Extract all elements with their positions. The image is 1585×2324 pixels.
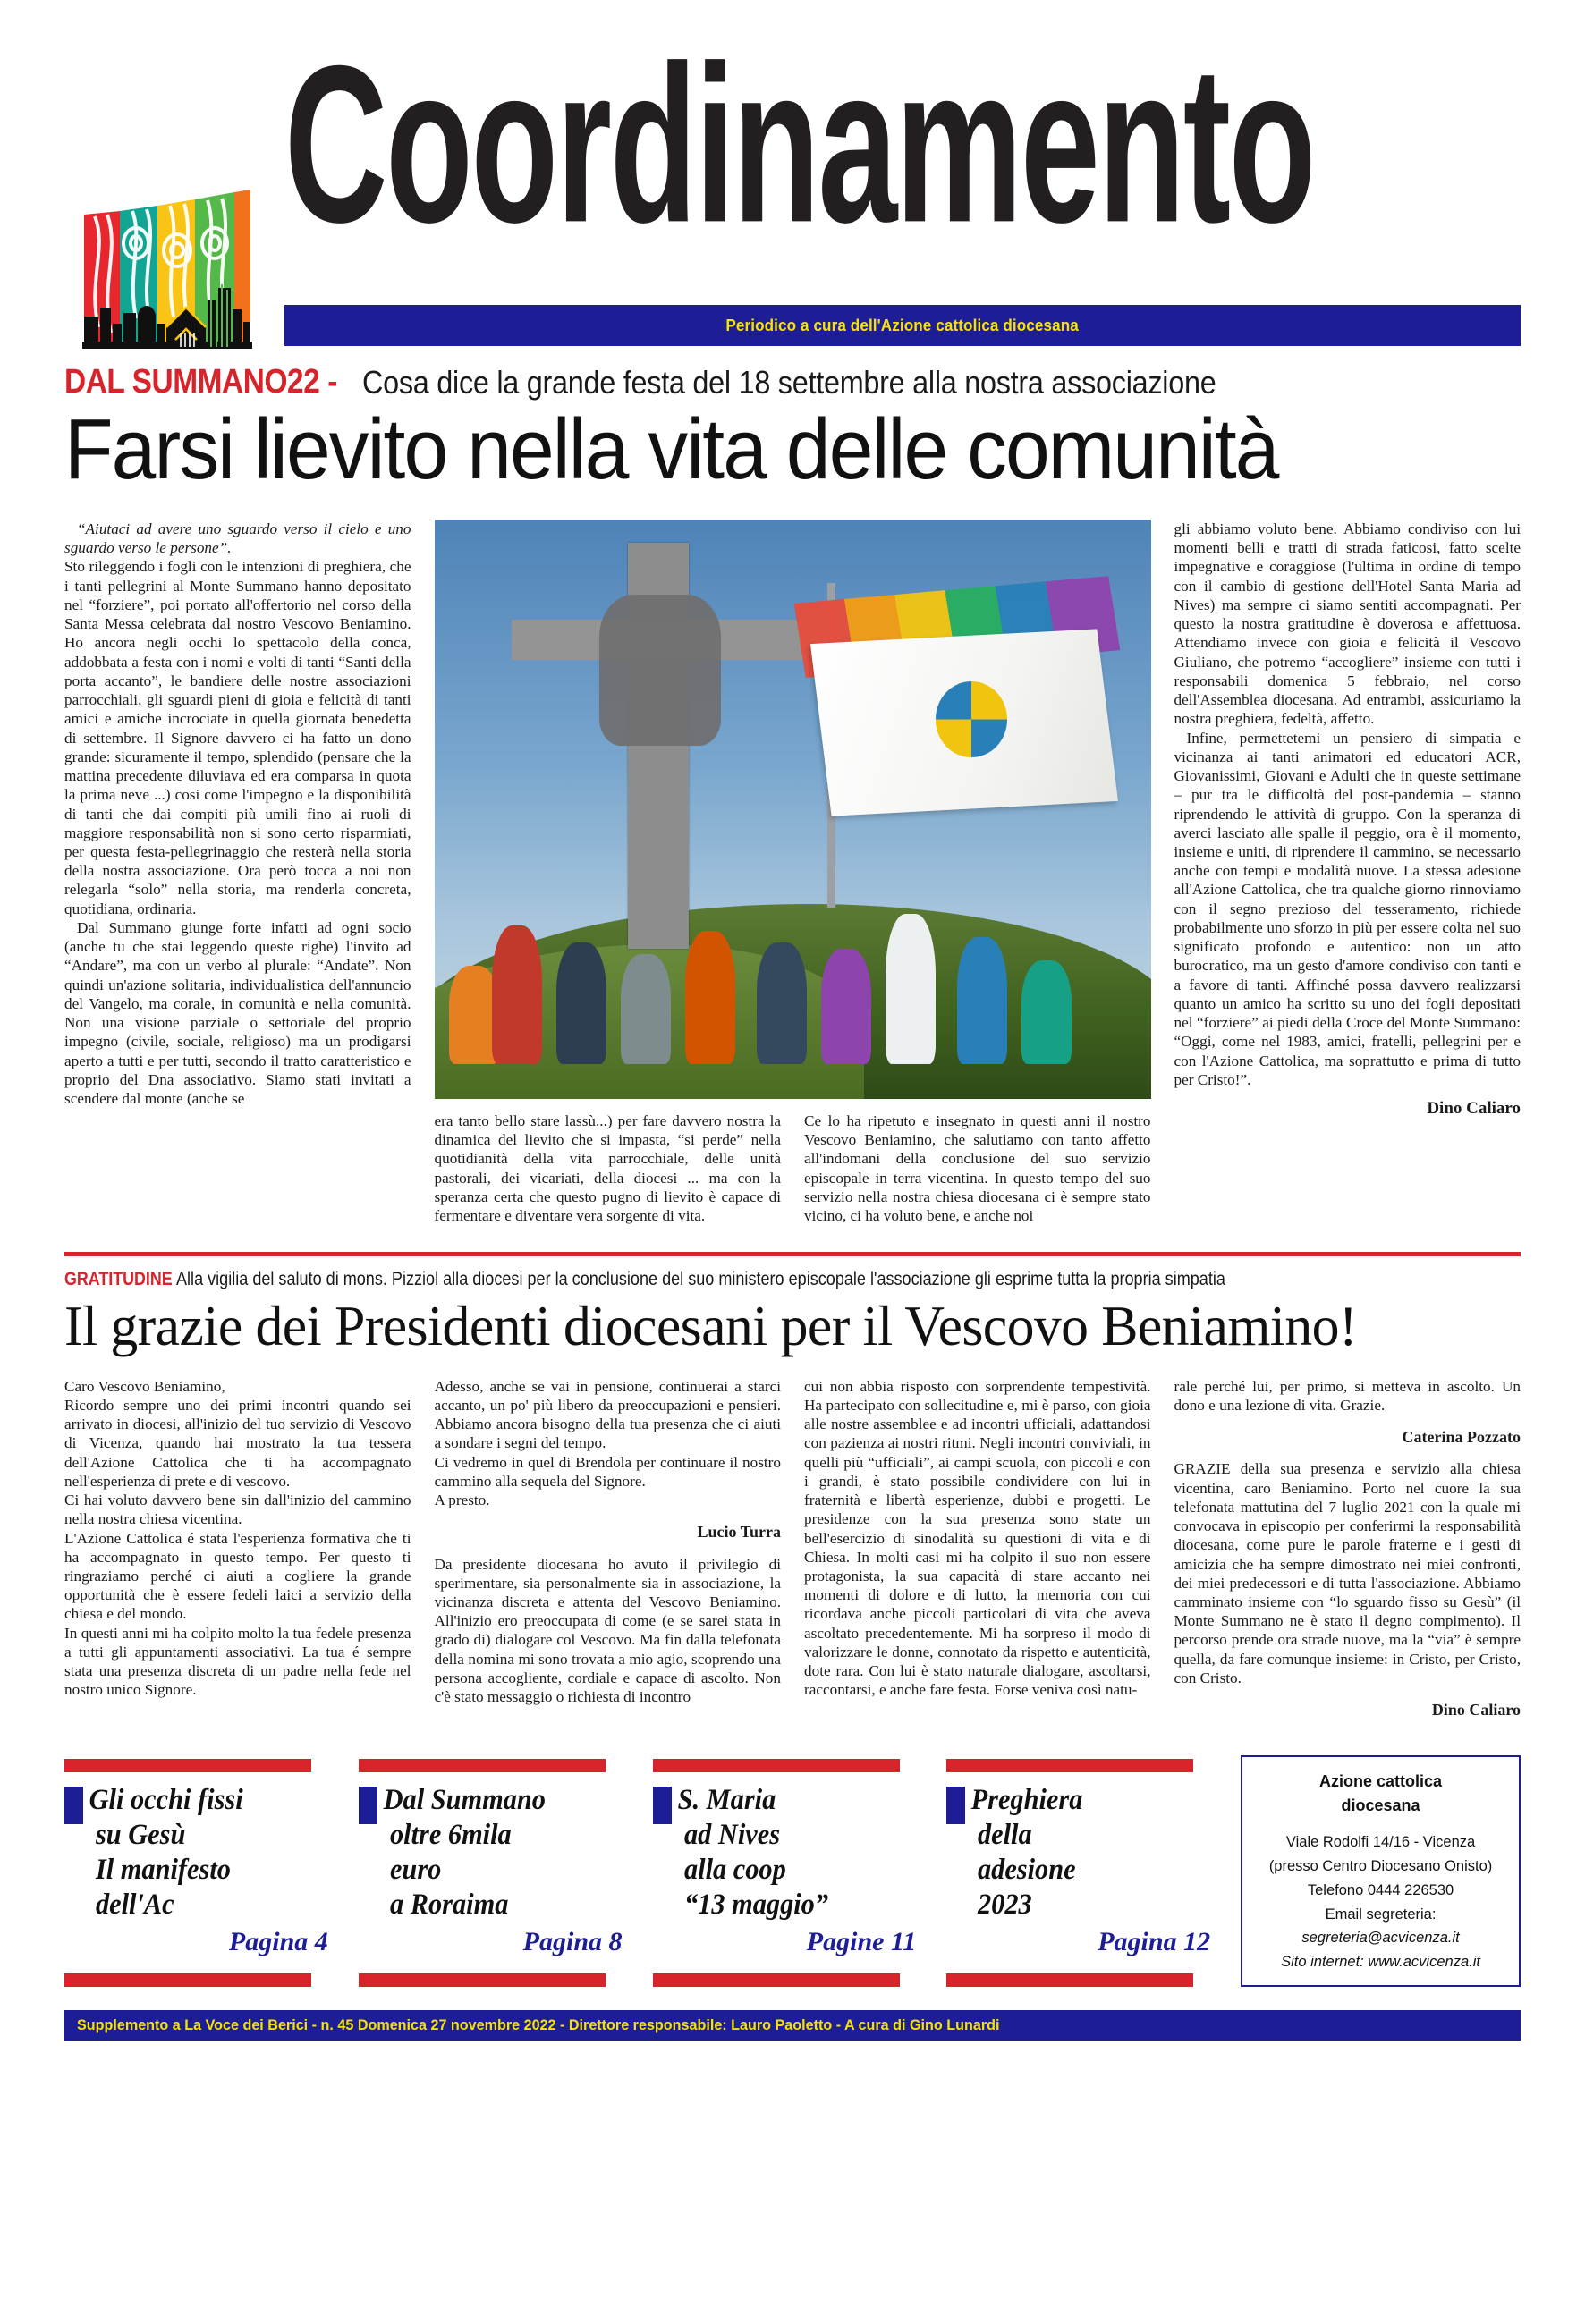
contact-phone: Telefono 0444 226530 <box>1307 1881 1454 1898</box>
contact-email[interactable]: segreteria@acvicenza.it <box>1301 1930 1460 1947</box>
article2-signature-lucio-turra: Lucio Turra <box>697 1523 781 1542</box>
promo-title-line: dell'Ac <box>95 1889 174 1922</box>
photo-person <box>757 942 807 1064</box>
promo-title-line: 2023 <box>978 1889 1032 1922</box>
article2-column-2 <box>435 1377 782 1733</box>
promo-title-line: su Gesù <box>95 1819 186 1852</box>
article1-caption-columns <box>435 1111 1151 1225</box>
promo-title-line: euro <box>389 1854 442 1887</box>
promo-bottom-rule <box>359 1973 606 1987</box>
promo-bottom-rule <box>946 1973 1193 1987</box>
contact-address: Viale Rodolfi 14/16 - Vicenza <box>1285 1834 1476 1851</box>
promo-top-rule <box>653 1759 900 1772</box>
article1-byline: Dino Caliaro <box>1427 1099 1521 1119</box>
masthead-subtitle: Periodico a cura dell'Azione cattolica diocesana <box>725 316 1080 334</box>
article1-col1-para-1: Sto rileggendo i fogli con le intenzioni di preghiera, che i tanti pellegrini al Monte Summano hanno depositato nel “forziere”, poi portato all'offertorio nel corso della Santa Messa celebrata dal nostro Vescovo Beniamino. Ho ancora negli occhi lo spettacolo della conca, addobbata a festa con i nomi e volti di tanti “Santi della porta accanto”, le bandiere delle nostre associazioni parrocchiali, gli sguardi pieni di gioia e felicità di tanti amici e amiche incrociate in quella giornata benedetta di settembre. Il Signore davvero ci ha fatto un dono grande: sicuramente il tempo, splendido (pensare che la mattina precedente diluviava ed era comparsa in quota la prima neve ...) cosi come l'impegno e la disponibilità di tanti che dai compiti più umili fino ai ruoli di maggiore responsabilità non si sono certo risparmiati, per questa festa-pellegrinaggio che resterà nella storia della nostra associazione. Ora però tocca a noi non relegarla “solo” nella storia, ma renderla concreta, quotidiana, ordinaria. <box>64 558 411 917</box>
article2-signature-caterina-pozzato: Caterina Pozzato <box>1402 1428 1521 1447</box>
promo-page-link[interactable]: Pagina 4 <box>228 1926 328 1956</box>
masthead <box>64 19 1521 351</box>
article2-kicker-black: Alla vigilia del saluto di mons. Pizziol alla diocesi per la conclusione del suo ministero episcopale l'associazione gli esprime tutta la propria simpatia <box>175 1269 1225 1290</box>
article1-photo <box>435 520 1151 1099</box>
promo-title <box>359 1783 611 1923</box>
promo-page-link[interactable]: Pagine 11 <box>806 1926 917 1956</box>
photo-person <box>821 949 871 1065</box>
photo-crucifix-figure <box>599 595 721 745</box>
photo-person <box>957 937 1007 1065</box>
article1-kicker-red: DAL SUMMANO22 - <box>64 363 337 401</box>
photo-person <box>1021 960 1072 1065</box>
promo-box-3[interactable] <box>653 1755 928 1986</box>
promo-title <box>946 1783 1199 1923</box>
article2-col2-para-2: A presto. <box>434 1492 490 1509</box>
contact-email-label: Email segreteria: <box>1325 1906 1437 1923</box>
article2-col3-para-0: cui non abbia risposto con sorprendente tempestività. Ha partecipato con sollecitudine e, mi è parso, con gioia alle nostre assemblee e ad incontri ufficiali, adattandosi con pazienza ai nostri ritmi. Negli incontri conviviali, in quelli più “ufficiali”, ai campi scuola, con piccoli e con i grandi, è stato possibile condividere con lui in fraternità e libertà esperienze, dubbi e progetti. Le presidenze con la sua presenza sono state un bell'esercizio di sinodalità su questioni di vita e di Chiesa. In molti casi mi ha colpito il suo non essere protagonista, la sua capacità di stare accanto nei momenti di dolore e di lutto, la memoria con cui ricordava anche piccoli particolari di vita che aveva ascoltato precedentemente. Mi ha sorpreso il modo di valorizzare le donne, connotato da rispetto e autenticità, dote rara. Con lui è stato naturale dialogare, ascoltarsi, raccontarsi, e anche fare festa. Forse veniva così natu- <box>804 1377 1151 1699</box>
contact-box <box>1241 1755 1521 1986</box>
article2-col4-para-0: rale perché lui, per primo, si metteva in ascolto. Un dono e una lezione di vita. Grazie. <box>1174 1377 1521 1414</box>
article1-column-3 <box>804 1111 1151 1225</box>
article2-kicker <box>64 1269 1521 1290</box>
promo-title <box>64 1783 317 1923</box>
article1-column-1 <box>64 520 411 1225</box>
promo-title-line: S. Maria <box>677 1784 776 1817</box>
promo-inner <box>653 1772 928 1973</box>
masthead-subtitle-bar <box>284 305 1521 346</box>
article1-headline: Farsi lievito nella vita delle comunità <box>64 401 1278 497</box>
promo-page-link[interactable]: Pagina 12 <box>1098 1926 1211 1956</box>
photo-flag-emblem <box>936 681 1007 756</box>
promo-bottom-rule <box>653 1973 900 1987</box>
photo-person <box>685 931 735 1064</box>
article1-col4-para-1: Infine, permettetemi un pensiero di simpatia e vicinanza ai tanti animatori ed educatori ACR, Giovanissimi, Giovani e Adulti che in queste settimane – pur tra le difficoltà del post-pandemia – stanno riprendendo le attività di gruppo. Con la speranza di averci lasciato alle spalle il peggio, ora è il momento, insieme e uniti, di riprendere il cammino, se necessario anche con tempi e modalità nuove. La stessa adesione all'Azione Cattolica, che tra qualche giorno rinnoviamo con il segno prezioso del tesseramento, richiede probabilmente uno sforzo in più per essere colta nel suo significato profondo e autentico: non un atto burocratico, ma un gesto d'amore condiviso con tanti e a favore di tanti. Affinché possa davvero realizzarsi quanto un amico ha scritto su uno dei fogli depositati nel “forziere” ai piedi della Croce del Monte Summano: “Oggi, come nel 1983, amici, fratelli, pellegrini per e con l'Azione Cattolica, ma soprattutto e prima di tutto per Cristo!”. <box>1174 729 1521 1088</box>
promo-bottom-rule <box>64 1973 311 1987</box>
promo-title-line: adesione <box>978 1854 1076 1887</box>
promo-title-line: alla coop <box>683 1854 786 1887</box>
promo-title-line: oltre 6mila <box>389 1819 512 1852</box>
photo-person <box>492 925 542 1065</box>
article2-kicker-red: GRATITUDINE <box>64 1269 173 1290</box>
article2-col1-para-0: Caro Vescovo Beniamino, <box>64 1377 225 1395</box>
promo-box-1[interactable] <box>64 1755 339 1986</box>
article2-signature-dino-caliaro: Dino Caliaro <box>1431 1701 1521 1720</box>
article2-col1-para-4: In questi anni mi ha colpito molto la tua fedele presenza a tutti gli appuntamenti associativi. La tua é sempre stata una presenza discreta di un padre nella fede nel nostro unico Signore. <box>64 1624 411 1699</box>
article1-kicker-black: Cosa dice la grande festa del 18 settembre alla nostra associazione <box>361 363 1216 401</box>
article1-photo-block <box>435 520 1151 1225</box>
promo-inner <box>64 1772 339 1973</box>
article1-col1-para-0: “Aiutaci ad avere uno sguardo verso il cielo e uno sguardo verso le persone”. <box>64 520 411 557</box>
promo-boxes <box>64 1755 1521 1986</box>
article2-column-3 <box>804 1377 1151 1733</box>
article1-col2-text: era tanto bello stare lassù...) per fare davvero nostra la dinamica del lievito che si impasta, “si perde” nella quotidianità della vita parrocchiale, delle unità pastorali, dei vicariati, della diocesi ... ma con la speranza certa che questo pugno di lievito è capace di fermentare e diventare vera sorgente di vita. <box>434 1112 781 1225</box>
contact-website[interactable]: Sito internet: www.acvicenza.it <box>1281 1953 1480 1970</box>
promo-title-line: ad Nives <box>683 1819 780 1852</box>
contact-title-line2: diocesana <box>1341 1796 1420 1815</box>
promo-title-line: Preghiera <box>970 1784 1083 1817</box>
ac-colored-skyline-logo-icon <box>81 157 268 351</box>
promo-title <box>653 1783 905 1923</box>
section-divider-rule <box>64 1252 1521 1256</box>
article2-column-4 <box>1174 1377 1521 1733</box>
article2-col1-para-2: Ci hai voluto davvero bene sin dall'inizio del cammino nella nostra chiesa vicentina. <box>64 1492 411 1528</box>
article2-col2-para-1: Ci vedremo in quel di Brendola per continuare il nostro cammino alla sequela del Signore. <box>434 1453 781 1490</box>
article2-columns <box>64 1377 1521 1733</box>
article2-column-1 <box>64 1377 411 1733</box>
promo-page-link[interactable]: Pagina 8 <box>522 1926 623 1956</box>
promo-box-2[interactable] <box>359 1755 633 1986</box>
promo-inner <box>946 1772 1221 1973</box>
promo-title-line: a Roraima <box>389 1889 509 1922</box>
contact-address-secondary: (presso Centro Diocesano Onisto) <box>1268 1858 1493 1875</box>
article1-kicker <box>64 363 1521 401</box>
footer-text: Supplemento a La Voce dei Berici - n. 45 Domenica 27 novembre 2022 - Direttore responsabile: Lauro Paoletto - A cura di Gino Lunardi <box>77 2016 1000 2033</box>
article2-col2-para-0: Adesso, anche se vai in pensione, continuerai a starci accanto, un po' più libero da preoccupazioni e pensieri. Abbiamo ancora bisogno della tua presenza che ci aiuti a sondare i segni del tempo. <box>434 1377 781 1452</box>
photo-person <box>556 942 606 1064</box>
promo-top-rule <box>946 1759 1193 1772</box>
photo-person <box>621 954 671 1064</box>
contact-title-line1: Azione cattolica <box>1319 1772 1443 1791</box>
promo-top-rule <box>359 1759 606 1772</box>
article1-column-4 <box>1174 520 1521 1225</box>
masthead-title: Coordinamento <box>284 19 1315 270</box>
footer-bar <box>64 2010 1521 2041</box>
article2-col2-para-3: Da presidente diocesana ho avuto il privilegio di sperimentare, sia personalmente sia in associazione, la vicinanza discreta e attenta del Vescovo Beniamino. All'inizio ero preoccupata di come (e se sarei stata in grado di) dialogare col Vescovo. Ma fin dalla telefonata della nomina mi sono trovata a mio agio, scoprendo una persona accogliente, cordiale e capace di ascolto. Non c'è stato messaggio o richiesta di incontro <box>434 1555 781 1706</box>
promo-title-line: Il manifesto <box>95 1854 231 1887</box>
article2-headline: Il grazie dei Presidenti diocesani per il Vescovo Beniamino! <box>64 1295 1357 1358</box>
promo-title-line: della <box>978 1819 1032 1852</box>
promo-top-rule <box>64 1759 311 1772</box>
promo-title-line: Dal Summano <box>383 1784 546 1817</box>
contact-spacer <box>1251 1818 1510 1830</box>
article1-col3-text: Ce lo ha ripetuto e insegnato in questi anni il nostro Vescovo Beniamino, che salutiamo con tanto affetto all'indomani della conclusione del suo servizio episcopale in terra vicentina. In questo tempo del suo servizio nella nostra chiesa diocesana ci è sempre stato vicino, ci ha voluto bene, e anche noi <box>804 1112 1151 1225</box>
article1-col1-para-2: Dal Summano giunge forte infatti ad ogni socio (anche tu che stai leggendo queste righe) l'invito ad “Andare”, ma con un verbo al plurale: “Andate”. Non quindi un'azione solitaria, individualistica dell'annuncio del Vangelo, ma corale, in comunità e nella comunità. Non una visione parziale o settoriale del proprio impegno (civile, sociale, religioso) ma un prodigarsi aperto a tutti e per tutti, secondo il tratto caratteristico e proprio del Dna associativo. Siamo stati invitati a scendere dal monte (anche se <box>64 918 411 1108</box>
article1-columns <box>64 520 1521 1225</box>
article2-col1-para-1: Ricordo sempre uno dei primi incontri quando sei arrivato in diocesi, all'inizio del tuo servizio di Vescovo di Vicenza, quando hai mostrato la tua tessera dell'Azione Cattolica che ti ha accompagnato nell'esperienza di prete e di vescovo. <box>64 1396 411 1490</box>
photo-person <box>886 914 936 1064</box>
article1-column-2 <box>435 1111 782 1225</box>
promo-title-line: “13 maggio” <box>683 1889 828 1922</box>
article2-col1-para-3: L'Azione Cattolica é stata l'esperienza formativa che ti ha accompagnato in questo tempo. Per questo ti ringraziamo perché ci aiuti a cogliere la grande opportunità che è essere fedeli laici a servizio della chiesa e del mondo. <box>64 1529 411 1623</box>
promo-title-line: Gli occhi fissi <box>89 1784 243 1817</box>
promo-inner <box>359 1772 633 1973</box>
promo-box-4[interactable] <box>946 1755 1221 1986</box>
article2-col4-para-1: GRAZIE della sua presenza e servizio alla chiesa vicentina, caro Beniamino. Porto nel cuore la sua telefonata mattutina del 7 luglio 2021 con la quale mi convocava in episcopio per conferirmi la responsabilità diocesana, come pure le parole fraterne e i gesti di amicizia che ha sempre dimostrato nei miei confronti, dei miei predecessori e di tutta l'associazione. Abbiamo camminato insieme con “lo sguardo fisso su Gesù” (il Monte Summano ne è stato il degno compimento). Il percorso prende ora strade nuove, ma la “via” è sempre quella, da fare comunque insieme: in Cristo, per Cristo, con Cristo. <box>1174 1460 1521 1686</box>
article1-col4-para-0: gli abbiamo voluto bene. Abbiamo condiviso con lui momenti belli e tratti di strada faticosi, fatto scelte impegnative e coraggiose (l'ultima in ordine di tempo con il cambio di gestione dell'Hotel Santa Maria ad Nives) ma sempre ci siamo sentiti accompagnati. Per questo la nostra gratitudine è doverosa e affettuosa. Attendiamo invece con gioia e felicità il Vescovo Giuliano, che potremo “accogliere” insieme con tutti i responsabili domenica 5 febbraio, nel corso dell'Assemblea diocesana. Ad entrambi, assicuriamo la nostra preghiera, fedeltà, affetto. <box>1174 520 1521 728</box>
